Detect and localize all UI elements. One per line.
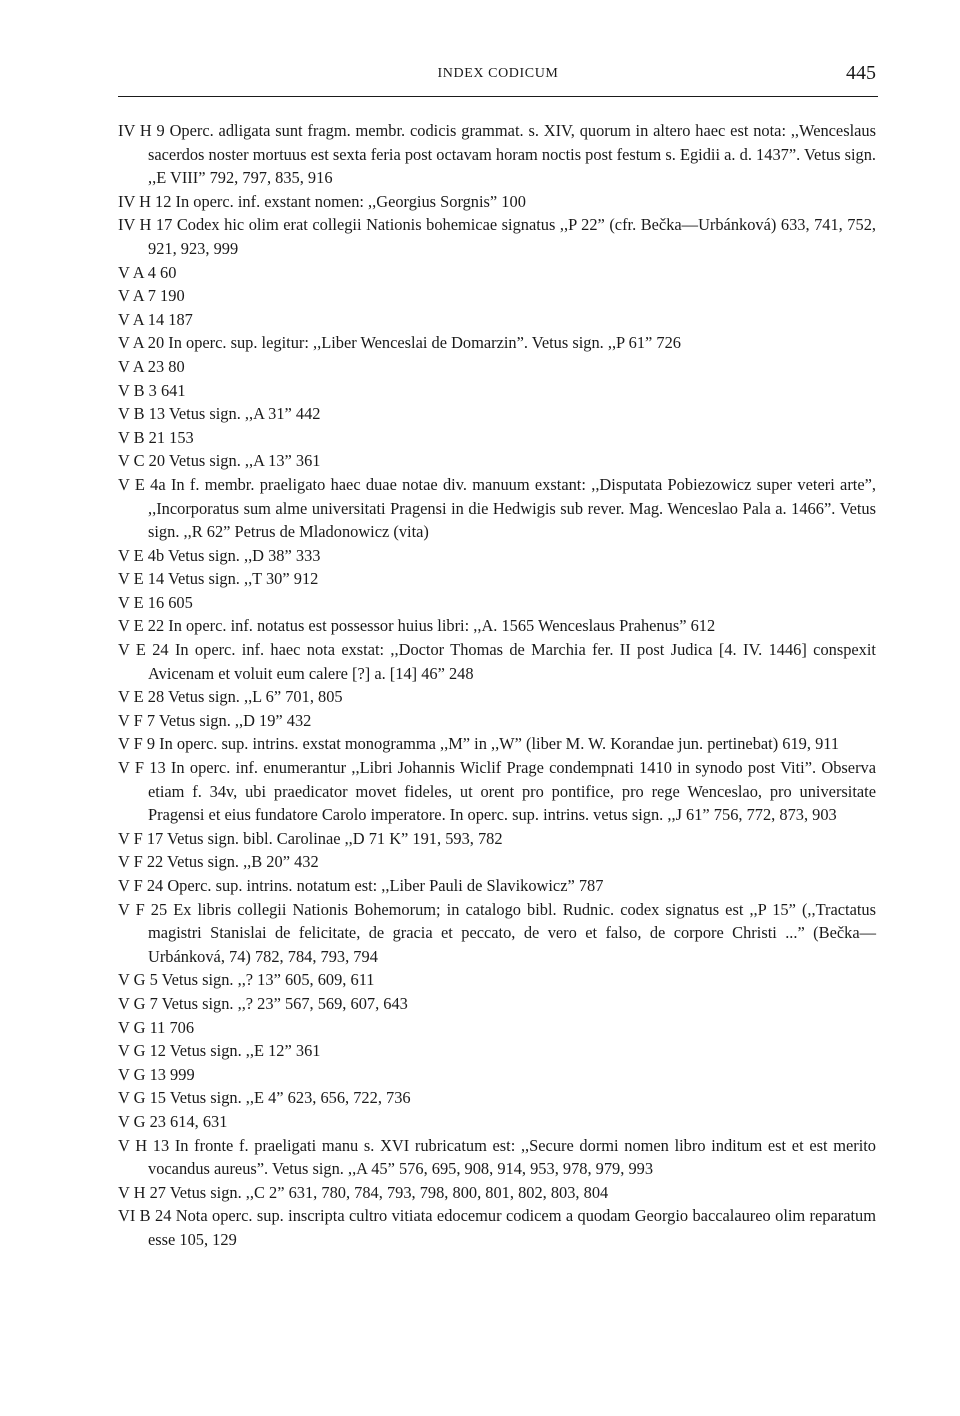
- index-entry: V G 23 614, 631: [118, 1111, 228, 1131]
- page-header: [118, 62, 878, 92]
- index-entry: V A 14 187: [118, 309, 193, 329]
- index-entry: V E 24 In operc. inf. haec nota exstat: ,,Doctor Thomas de Marchia fer. II post Judica [4. IV. 1446] conspexit Avicenam et voluit eum calere [?] a. [14] 46” 248: [118, 640, 876, 683]
- index-entry: V B 3 641: [118, 380, 186, 400]
- index-entry: V B 21 153: [118, 427, 194, 447]
- index-entry: V G 7 Vetus sign. ,,? 23” 567, 569, 607, 643: [118, 993, 408, 1013]
- index-entry: V E 4a In f. membr. praeligato haec duae notae div. manuum exstant: ,,Disputata Pobiezowicz super veteri arte”, ,,Incorporatus sum alme universitati Pragensi in die Hedwigis sub rever. Mag. Wenceslao Pala a. 1466”. Vetus sign. ,,R 62” Petrus de Mladonowicz (vita): [118, 474, 876, 542]
- index-entry: V E 4b Vetus sign. ,,D 38” 333: [118, 545, 321, 565]
- index-entry: V C 20 Vetus sign. ,,A 13” 361: [118, 451, 321, 471]
- index-entry: V F 9 In operc. sup. intrins. exstat monogramma ,,M” in ,,W” (liber M. W. Korandae jun. pertinebat) 619, 911: [118, 734, 840, 754]
- header-rule: [118, 96, 878, 97]
- index-entry: V A 23 80: [118, 356, 185, 376]
- index-entry: V B 13 Vetus sign. ,,A 31” 442: [118, 404, 321, 424]
- index-entry: IV H 9 Operc. adligata sunt fragm. membr. codicis grammat. s. XIV, quorum in altero haec est nota: ,,Wenceslaus sacerdos noster mortuus est sexta feria post octavam horam noctis post festum s. Egidii a. d. 1437”. Vetus sign. ,,E VIII” 792, 797, 835, 916: [118, 121, 876, 188]
- index-entry: V H 27 Vetus sign. ,,C 2” 631, 780, 784, 793, 798, 800, 801, 802, 803, 804: [118, 1182, 609, 1202]
- index-entry: V G 12 Vetus sign. ,,E 12” 361: [118, 1041, 321, 1061]
- index-entry: V F 13 In operc. inf. enumerantur ,,Libri Johannis Wiclif Prage condempnati 1410 in synodo post Viti”. Observa etiam f. 34v, ubi praedicator movet fideles, ut orent pro pontifice, pro rege Wenceslao, pro universitate Pragensi et eius fundatore Carolo imperatore. In operc. sup. intrins. vetus sign. ,,J 61” 756, 772, 873, 903: [118, 758, 876, 825]
- codex-index-list: [118, 119, 876, 1252]
- index-entry: V E 22 In operc. inf. notatus est possessor huius libri: ,,A. 1565 Wenceslaus Prahenus” 612: [118, 616, 716, 636]
- index-entry: V A 20 In operc. sup. legitur: ,,Liber Wenceslai de Domarzin”. Vetus sign. ,,P 61” 726: [118, 333, 681, 353]
- index-entry: V A 4 60: [118, 262, 177, 282]
- index-entry: V F 17 Vetus sign. bibl. Carolinae ,,D 71 K” 191, 593, 782: [118, 828, 503, 848]
- index-entry: V F 7 Vetus sign. ,,D 19” 432: [118, 710, 312, 730]
- index-entry: V E 16 605: [118, 592, 193, 612]
- index-entry: V G 11 706: [118, 1017, 195, 1037]
- index-entry: V G 15 Vetus sign. ,,E 4” 623, 656, 722, 736: [118, 1088, 411, 1108]
- index-entry: V H 13 In fronte f. praeligati manu s. XVI rubricatum est: ,,Secure dormi nomen libro inditum est et est merito vocandus aureus”. Vetus sign. ,,A 45” 576, 695, 908, 914, 953, 978, 979, 993: [118, 1135, 876, 1179]
- index-entry: V E 14 Vetus sign. ,,T 30” 912: [118, 569, 319, 589]
- index-entry: V F 25 Ex libris collegii Nationis Bohemorum; in catalogo bibl. Rudnic. codex signatus est ,,P 15” (,,Tractatus magistri Stanislai de felicitate, de gracia et peccato, de vero et falso, de corpore Christi ...” (Bečka—Urbánková, 74) 782, 784, 793, 794: [118, 899, 876, 966]
- index-entry: V G 13 999: [118, 1064, 195, 1084]
- index-entry: V A 7 190: [118, 286, 185, 306]
- running-title: INDEX CODICUM: [437, 66, 559, 81]
- index-entry: VI B 24 Nota operc. sup. inscripta cultro vitiata edocemur codicem a quodam Georgio baccalaureo olim reparatum esse 105, 129: [118, 1206, 876, 1249]
- index-entry: IV H 12 In operc. inf. exstant nomen: ,,Georgius Sorgnis” 100: [118, 191, 526, 211]
- index-entry: V E 28 Vetus sign. ,,L 6” 701, 805: [118, 687, 343, 707]
- index-entry: V G 5 Vetus sign. ,,? 13” 605, 609, 611: [118, 970, 375, 990]
- index-entry: V F 24 Operc. sup. intrins. notatum est: ,,Liber Pauli de Slavikowicz” 787: [118, 876, 604, 895]
- page-number: 445: [846, 62, 876, 84]
- index-entry: IV H 17 Codex hic olim erat collegii Nationis bohemicae signatus ,,P 22” (cfr. Bečka—Urbánková) 633, 741, 752, 921, 923, 999: [118, 215, 876, 258]
- index-entry: V F 22 Vetus sign. ,,B 20” 432: [118, 852, 319, 872]
